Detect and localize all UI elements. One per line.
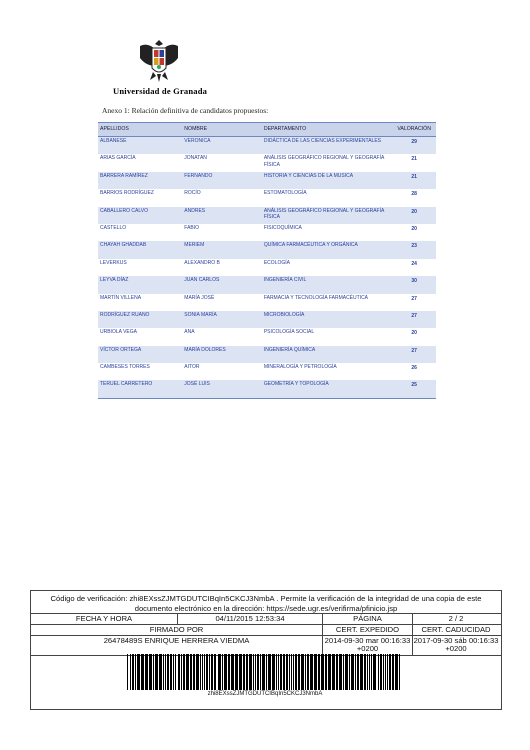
cell-valoracion: 27	[392, 311, 436, 328]
table-row	[98, 189, 436, 206]
university-name: Universidad de Granada	[113, 86, 208, 96]
table-row	[98, 241, 436, 258]
cell-apellidos: CHAYAH GHADDAB	[98, 241, 182, 258]
col-header-apellidos: APELLIDOS	[98, 123, 182, 137]
cell-nombre: MARÍA DOLORES	[182, 346, 262, 363]
table-row	[98, 294, 436, 311]
cell-valoracion: 23	[392, 241, 436, 258]
cell-departamento: MINERALOGÍA Y PETROLOGÍA	[263, 364, 337, 371]
cell-nombre: FERNANDO	[182, 172, 262, 189]
cell-nombre: MERIEM	[182, 241, 262, 258]
cell-apellidos: BARRERA RAMÍREZ	[98, 172, 182, 189]
table-header-row	[98, 123, 436, 137]
cell-valoracion: 20	[411, 330, 417, 337]
cell-departamento: ANÁLISIS GEOGRÁFICO REGIONAL Y GEOGRAFÍA FÍSICA	[263, 155, 385, 168]
expedido-value: 2014-09-30 mar 00:16:33 +0200	[323, 636, 413, 655]
cell-departamento: INGENIERÍA CIVIL	[262, 276, 392, 293]
table-row	[98, 172, 436, 189]
pagina-value: 2 / 2	[448, 614, 464, 623]
firmado-label: FIRMADO POR	[31, 625, 323, 635]
cell-valoracion: 30	[392, 276, 436, 293]
col-header-departamento: DEPARTAMENTO	[262, 123, 392, 137]
table-row	[98, 363, 436, 380]
cell-nombre: FABIO	[184, 224, 200, 231]
col-header-valoracion: VALORACIÓN	[392, 123, 436, 137]
cell-apellidos: CABALLERO CALVO	[98, 207, 182, 224]
cell-valoracion: 27	[392, 346, 436, 363]
cell-valoracion: 21	[411, 156, 417, 163]
cell-departamento: PSICOLOGÍA SOCIAL	[263, 329, 315, 336]
cell-nombre: AITOR	[184, 364, 200, 371]
cell-nombre: SONIA MARÍA	[182, 311, 262, 328]
cell-departamento: ECOLOGÍA	[263, 259, 290, 266]
table-row	[98, 311, 436, 328]
cell-nombre: JOSÉ LUIS	[182, 380, 262, 398]
cell-nombre: VERONICA	[182, 137, 262, 155]
cell-valoracion: 25	[392, 380, 436, 398]
candidates-table	[98, 122, 436, 399]
cell-valoracion: 26	[411, 365, 417, 372]
cell-valoracion: 27	[411, 295, 417, 302]
cell-apellidos: TERUEL CARRETERO	[98, 380, 182, 398]
university-coat-of-arms-icon	[134, 36, 184, 84]
fecha-label: FECHA Y HORA	[31, 614, 178, 624]
cell-apellidos: CASTELLO	[100, 224, 127, 231]
table-row	[98, 259, 436, 276]
cell-apellidos: LEVERKUS	[100, 259, 127, 266]
cell-valoracion: 20	[392, 207, 436, 224]
caducidad-label: CERT. CADUCIDAD	[421, 625, 491, 634]
table-row	[98, 137, 436, 155]
cell-valoracion: 21	[392, 172, 436, 189]
footer-row-values	[31, 636, 501, 656]
cell-apellidos: BARRIOS RODRÍGUEZ	[100, 190, 154, 197]
cell-apellidos: LEYVA DÍAZ	[98, 276, 182, 293]
annex-caption: Anexo 1: Relación definitiva de candidatos propuestos:	[102, 106, 269, 115]
cell-departamento: QUÍMICA FARMACÉUTICA Y ORGÁNICA	[262, 241, 392, 258]
cell-nombre: MARÍA JOSÉ	[184, 294, 215, 301]
table-row	[98, 224, 436, 241]
table-row	[98, 276, 436, 293]
cell-apellidos: CAMBESES TORRES	[100, 364, 150, 371]
cell-departamento: ANÁLISIS GEOGRÁFICO REGIONAL Y GEOGRAFÍA FÍSICA	[262, 207, 392, 224]
cell-nombre: ANDRES	[182, 207, 262, 224]
cell-nombre: JUAN CARLOS	[182, 276, 262, 293]
table-row	[98, 207, 436, 224]
cell-departamento: FARMACIA Y TECNOLOGÍA FARMACÉUTICA	[263, 294, 369, 301]
cell-departamento: FISICOQUÍMICA	[263, 224, 302, 231]
col-header-nombre: NOMBRE	[182, 123, 262, 137]
caducidad-value: 2017-09-30 sáb 00:16:33 +0200	[413, 636, 499, 653]
cell-apellidos: ARIAS GARCÍA	[100, 155, 136, 162]
cell-apellidos: VÍCTOR ORTEGA	[98, 346, 182, 363]
expedido-label: CERT. EXPEDIDO	[323, 625, 413, 635]
table-row	[98, 328, 436, 345]
table-row	[98, 380, 436, 398]
cell-nombre: ANA	[184, 329, 195, 336]
table-row	[98, 154, 436, 171]
cell-departamento: HISTORIA Y CIENCIAS DE LA MUSICA	[262, 172, 392, 189]
cell-departamento: DIDÁCTICA DE LAS CIENCIAS EXPERIMENTALES	[262, 137, 392, 155]
cell-apellidos: URBIOLA VEGA	[100, 329, 137, 336]
barcode-icon	[127, 654, 403, 690]
cell-nombre: ROCÍO	[184, 190, 201, 197]
cell-valoracion: 20	[411, 225, 417, 232]
cell-valoracion: 29	[392, 137, 436, 155]
cell-departamento: INGENIERÍA QUÍMICA	[262, 346, 392, 363]
signature-footer	[30, 590, 502, 710]
verification-text: Código de verificación: zhi8EXssZJMTGDUTCIBqIn5CKCJ3NmbA . Permite la verificación de la integridad de una copia de este documento electrónico en la dirección: https://sede.ugr.es/verifirma/pfinicio.jsp	[31, 591, 501, 614]
cell-departamento: GEOMETRÍA Y TOPOLOGÍA	[262, 380, 392, 398]
cell-valoracion: 28	[411, 191, 417, 198]
pagina-label: PÁGINA	[323, 614, 413, 624]
footer-row-date	[31, 614, 501, 625]
cell-nombre: JONATAN	[184, 155, 207, 162]
table-row	[98, 346, 436, 363]
cell-departamento: ESTOMATOLOGÍA	[263, 190, 307, 197]
signer-name: 26478489S ENRIQUE HERRERA VIEDMA	[31, 636, 323, 655]
barcode-text: zhi8EXssZJMTGDUTCIBqIn5CKCJ3NmbA	[207, 691, 323, 697]
cell-apellidos: RODRÍGUEZ RUANO	[98, 311, 182, 328]
cell-apellidos: MARTÍN VILLENA	[100, 294, 142, 301]
cell-valoracion: 24	[411, 260, 417, 267]
footer-row-labels	[31, 625, 501, 636]
fecha-value: 04/11/2015 12:53:34	[178, 614, 323, 624]
cell-nombre: ALEXANDRO B	[184, 259, 220, 266]
cell-departamento: MICROBIOLOGÍA	[262, 311, 392, 328]
barcode	[127, 654, 403, 700]
cell-apellidos: ALBANESE	[98, 137, 182, 155]
